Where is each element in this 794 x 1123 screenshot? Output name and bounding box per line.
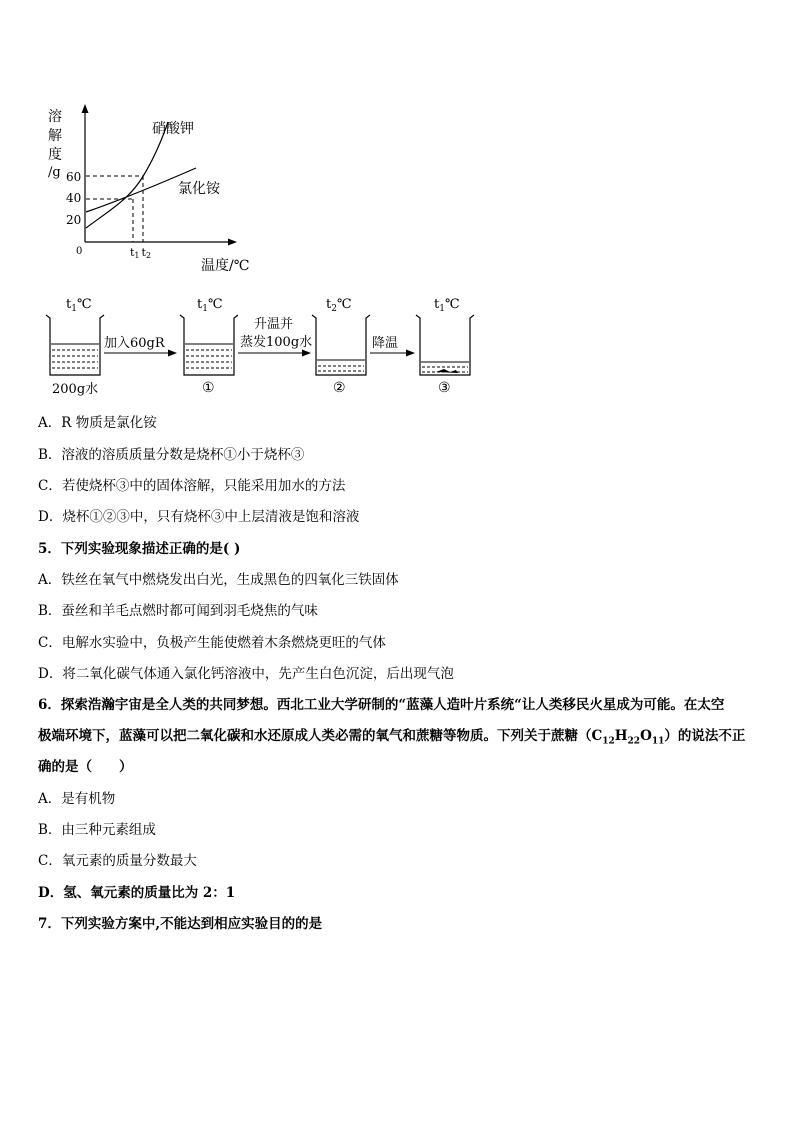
arrow-2-label-top: 升温并 xyxy=(254,317,294,332)
y-axis-label-1: 溶 xyxy=(48,109,62,125)
beaker-1 xyxy=(180,315,238,375)
beaker-process xyxy=(46,297,474,397)
question-5: 5．下列实验现象描述正确的是( ) xyxy=(38,541,241,557)
curve-label-ammonium-chloride: 氯化铵 xyxy=(178,181,220,197)
arrow-2-label-bottom: 蒸发100g水 xyxy=(240,335,313,350)
question-7: 7．下列实验方案中,不能达到相应实验目的的是 xyxy=(38,916,323,932)
option-a-q6: A．是有机物 xyxy=(38,791,116,807)
beaker-2-temp: $t_2℃$ xyxy=(326,297,352,314)
question-6-line-2-text: 极端环境下，蓝藻可以把二氧化碳和水还原成人类必需的氧气和蔗糖等物质。下列关于蔗糖（C xyxy=(38,728,603,744)
question-6-line-2 xyxy=(38,727,774,745)
option-d-q4: D．烧杯①②③中，只有烧杯③中上层清液是饱和溶液 xyxy=(38,509,360,525)
option-d-q6: D．氢、氧元素的质量比为 2：1 xyxy=(38,885,236,901)
option-c-q4: C．若使烧杯③中的固体溶解，只能采用加水的方法 xyxy=(38,478,346,494)
curve-label-potassium-nitrate: 硝酸钾 xyxy=(152,121,194,137)
beaker-3 xyxy=(416,315,474,375)
x-axis-label: 温度/℃ xyxy=(201,258,250,274)
origin-label: 0 xyxy=(76,246,83,257)
option-b-q6: B．由三种元素组成 xyxy=(38,822,156,838)
question-figure xyxy=(0,0,794,400)
x-axis-arrow xyxy=(228,239,237,246)
formula-h: H xyxy=(614,728,628,744)
arrow-3-label: 降温 xyxy=(372,336,399,351)
beaker-1-number: ① xyxy=(202,380,215,396)
arrow-1-label: 加入60gR xyxy=(104,336,165,351)
formula-o: O xyxy=(640,728,652,744)
option-a-q5: A．铁丝在氧气中燃烧发出白光，生成黑色的四氧化三铁固体 xyxy=(38,572,399,588)
y-axis-label-3: 度 xyxy=(48,147,62,163)
question-6-line-2-tail: ）的说法不正 xyxy=(664,728,746,744)
option-c-q6: C．氧元素的质量分数最大 xyxy=(38,853,197,869)
y-axis-label-2: 解 xyxy=(48,128,62,144)
option-d-q5: D．将二氧化碳气体通入氯化钙溶液中，先产生白色沉淀，后出现气泡 xyxy=(38,666,454,682)
option-b-q5: B．蚕丝和羊毛点燃时都可闻到羽毛烧焦的气味 xyxy=(38,603,318,619)
beaker-0-temp: $t_1℃$ xyxy=(66,297,92,314)
tick-20: 20 xyxy=(66,213,82,227)
solubility-graph xyxy=(48,104,249,274)
tick-40: 40 xyxy=(66,191,82,205)
option-c-q5: C．电解水实验中，负极产生能使燃着木条燃烧更旺的气体 xyxy=(38,635,386,651)
tick-t1-t2: t1 t2 xyxy=(130,246,152,260)
tick-60: 60 xyxy=(66,170,82,184)
beaker-1-temp: $t_1℃$ xyxy=(197,297,223,314)
question-6-line-3: 确的是（ ） xyxy=(38,759,133,775)
y-axis-arrow xyxy=(82,104,89,113)
beaker-0-label: 200g水 xyxy=(52,382,99,397)
option-a-q4: A．R 物质是氯化铵 xyxy=(38,415,157,431)
option-b-q4: B．溶液的溶质质量分数是烧杯①小于烧杯③ xyxy=(38,447,305,463)
question-6-line-1: 6．探索浩瀚宇宙是全人类的共同梦想。西北工业大学研制的“蓝藻人造叶片系统“让人类移民火星成为可能。在太空 xyxy=(38,697,725,713)
formula-sub-c: 12 xyxy=(602,736,615,747)
formula-sub-h: 22 xyxy=(627,736,641,747)
formula-sub-o: 11 xyxy=(651,736,665,747)
beaker-3-number: ③ xyxy=(438,380,451,396)
beaker-2 xyxy=(312,315,370,375)
beaker-0 xyxy=(46,315,104,375)
beaker-2-number: ② xyxy=(333,380,346,396)
curve-potassium-nitrate xyxy=(86,122,168,228)
y-axis-label-4: /g xyxy=(48,165,61,180)
beaker-3-temp: $t_1℃$ xyxy=(434,297,460,314)
